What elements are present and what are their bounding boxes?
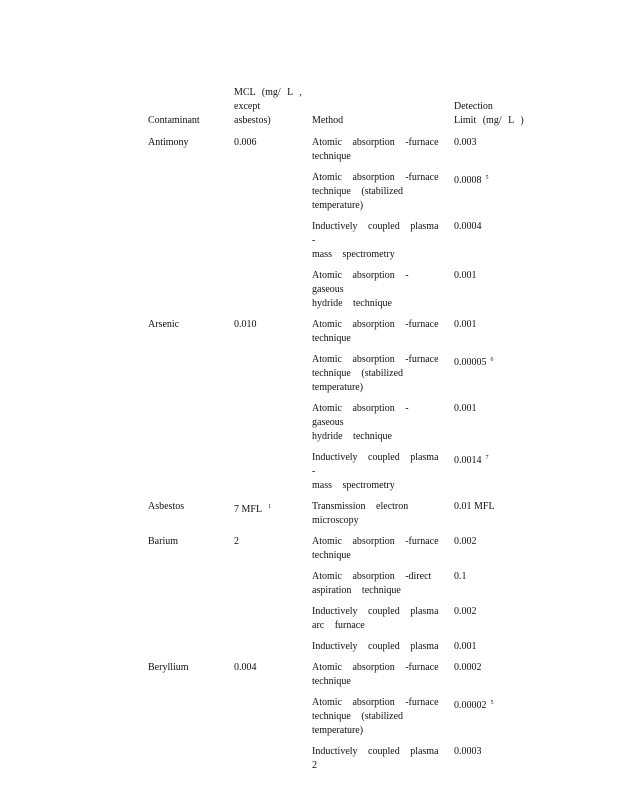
detection-limit-value: 0.003 bbox=[454, 137, 477, 148]
detection-limit-value: 0.01 MFL bbox=[454, 501, 495, 512]
table-row bbox=[148, 696, 548, 738]
method-line: technique bbox=[312, 550, 351, 561]
method-line: technique (stabilized bbox=[312, 368, 404, 379]
method-cell bbox=[312, 451, 454, 493]
header-limit-line: Limit (mg/ L ) bbox=[454, 115, 524, 126]
method-cell bbox=[312, 661, 454, 689]
method-cell bbox=[312, 535, 454, 563]
detection-limit-cell bbox=[454, 570, 548, 584]
detection-limit-value: 0.0003 bbox=[454, 746, 482, 757]
table-row bbox=[148, 745, 548, 773]
header-method: Method bbox=[312, 115, 344, 126]
method-cell bbox=[312, 136, 454, 164]
table-body bbox=[148, 136, 548, 773]
table-row bbox=[148, 570, 548, 598]
detection-limit-value: 0.001 bbox=[454, 319, 477, 330]
table-row bbox=[148, 171, 548, 213]
detection-limit-value: 0.00005 bbox=[454, 357, 487, 368]
table-row bbox=[148, 640, 548, 654]
contaminant-cell: Antimony bbox=[148, 137, 189, 148]
table-row bbox=[148, 402, 548, 444]
mcl-value: 7 MFL bbox=[234, 504, 263, 515]
detection-limit-cell bbox=[454, 640, 548, 654]
detection-limit-cell bbox=[454, 500, 548, 514]
detection-limit-cell bbox=[454, 661, 548, 675]
method-line: Inductively coupled plasma 2 bbox=[312, 746, 439, 771]
header-mcl-line: asbestos) bbox=[234, 115, 271, 126]
method-cell bbox=[312, 269, 454, 311]
method-line: temperature) bbox=[312, 200, 364, 211]
method-line: mass spectrometry bbox=[312, 249, 395, 260]
table-row bbox=[148, 353, 548, 395]
contaminant-cell: Beryllium bbox=[148, 662, 189, 673]
mcl-value: 0.006 bbox=[234, 137, 257, 148]
header-contaminant: Contaminant bbox=[148, 115, 200, 126]
method-cell bbox=[312, 220, 454, 262]
method-line: Atomic absorption -furnace bbox=[312, 697, 439, 708]
method-cell bbox=[312, 171, 454, 213]
footnote-marker: 7 bbox=[485, 455, 489, 461]
detection-limit-value: 0.001 bbox=[454, 403, 477, 414]
header-detection-limit bbox=[454, 100, 548, 128]
detection-limit-value: 0.0002 bbox=[454, 662, 482, 673]
method-line: Inductively coupled plasma - bbox=[312, 221, 439, 246]
contaminant-cell: Asbestos bbox=[148, 501, 185, 512]
mcl-cell bbox=[234, 500, 312, 517]
header-mcl-line: except bbox=[234, 101, 261, 112]
detection-limit-value: 0.0014 bbox=[454, 455, 482, 466]
method-line: hydride technique bbox=[312, 298, 392, 309]
method-line: Atomic absorption -furnace bbox=[312, 662, 439, 673]
detection-limit-cell bbox=[454, 353, 548, 370]
method-line: technique bbox=[312, 333, 351, 344]
detection-limit-cell bbox=[454, 535, 548, 549]
table-row bbox=[148, 451, 548, 493]
detection-limit-cell bbox=[454, 171, 548, 188]
table-row bbox=[148, 500, 548, 528]
detection-limit-cell bbox=[454, 402, 548, 416]
mcl-cell bbox=[234, 535, 312, 549]
mcl-cell bbox=[234, 661, 312, 675]
detection-limit-value: 0.002 bbox=[454, 606, 477, 617]
table-row bbox=[148, 318, 548, 346]
table-row bbox=[148, 220, 548, 262]
detection-limit-value: 0.002 bbox=[454, 536, 477, 547]
method-line: Inductively coupled plasma bbox=[312, 641, 439, 652]
method-line: Atomic absorption -direct bbox=[312, 571, 432, 582]
detection-limit-cell bbox=[454, 745, 548, 759]
table-row bbox=[148, 269, 548, 311]
method-line: hydride technique bbox=[312, 431, 392, 442]
method-cell bbox=[312, 570, 454, 598]
table-row bbox=[148, 661, 548, 689]
contaminant-cell: Barium bbox=[148, 536, 178, 547]
detection-limit-value: 0.001 bbox=[454, 641, 477, 652]
detection-limit-value: 0.001 bbox=[454, 270, 477, 281]
detection-limits-table bbox=[148, 86, 548, 780]
table-row bbox=[148, 605, 548, 633]
table-header bbox=[148, 86, 548, 128]
detection-limit-cell bbox=[454, 269, 548, 283]
method-line: Atomic absorption -furnace bbox=[312, 319, 439, 330]
detection-limit-value: 0.00002 bbox=[454, 700, 487, 711]
detection-limit-cell bbox=[454, 136, 548, 150]
method-cell bbox=[312, 318, 454, 346]
method-line: temperature) bbox=[312, 725, 364, 736]
footnote-marker: 5 bbox=[485, 175, 489, 181]
table-row bbox=[148, 136, 548, 164]
method-line: Atomic absorption -gaseous bbox=[312, 270, 409, 295]
mcl-cell bbox=[234, 136, 312, 150]
header-mcl-line: MCL (mg/ L , bbox=[234, 87, 302, 98]
detection-limit-value: 0.0004 bbox=[454, 221, 482, 232]
footnote-marker: 6 bbox=[490, 357, 494, 363]
method-line: arc furnace bbox=[312, 620, 365, 631]
method-cell bbox=[312, 745, 454, 773]
detection-limit-cell bbox=[454, 451, 548, 468]
table-row bbox=[148, 535, 548, 563]
method-line: Atomic absorption -gaseous bbox=[312, 403, 409, 428]
detection-limit-value: 0.1 bbox=[454, 571, 467, 582]
mcl-value: 0.004 bbox=[234, 662, 257, 673]
header-mcl bbox=[234, 86, 312, 128]
detection-limit-cell bbox=[454, 220, 548, 234]
method-line: Inductively coupled plasma bbox=[312, 606, 439, 617]
method-line: Atomic absorption -furnace bbox=[312, 137, 439, 148]
method-line: temperature) bbox=[312, 382, 364, 393]
method-line: technique bbox=[312, 151, 351, 162]
method-cell bbox=[312, 402, 454, 444]
detection-limit-cell bbox=[454, 318, 548, 332]
method-line: aspiration technique bbox=[312, 585, 401, 596]
footnote-marker: 1 bbox=[268, 504, 272, 510]
method-line: mass spectrometry bbox=[312, 480, 395, 491]
header-limit-line: Detection bbox=[454, 101, 493, 112]
method-line: Transmission electron bbox=[312, 501, 409, 512]
detection-limit-cell bbox=[454, 605, 548, 619]
method-line: technique (stabilized bbox=[312, 711, 404, 722]
method-line: microscopy bbox=[312, 515, 359, 526]
method-cell bbox=[312, 696, 454, 738]
footnote-marker: 5 bbox=[490, 700, 494, 706]
method-line: Atomic absorption -furnace bbox=[312, 172, 439, 183]
mcl-value: 0.010 bbox=[234, 319, 257, 330]
mcl-value: 2 bbox=[234, 536, 239, 547]
method-cell bbox=[312, 605, 454, 633]
method-cell bbox=[312, 353, 454, 395]
method-line: technique bbox=[312, 676, 351, 687]
method-line: technique (stabilized bbox=[312, 186, 404, 197]
mcl-cell bbox=[234, 318, 312, 332]
method-line: Inductively coupled plasma - bbox=[312, 452, 439, 477]
contaminant-cell: Arsenic bbox=[148, 319, 180, 330]
detection-limit-cell bbox=[454, 696, 548, 713]
method-line: Atomic absorption -furnace bbox=[312, 536, 439, 547]
detection-limit-value: 0.0008 bbox=[454, 175, 482, 186]
method-cell bbox=[312, 640, 454, 654]
method-cell bbox=[312, 500, 454, 528]
method-line: Atomic absorption -furnace bbox=[312, 354, 439, 365]
